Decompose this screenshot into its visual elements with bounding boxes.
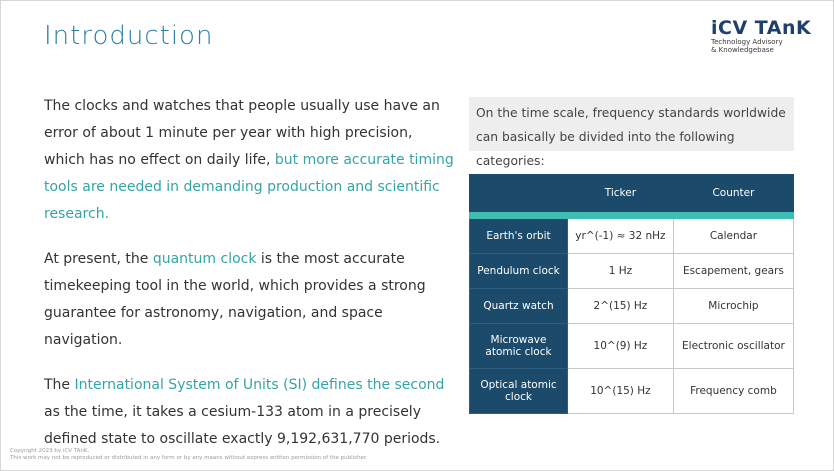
- frequency-table: [469, 174, 794, 414]
- copyright-line: Copyright 2023 by iCV TAnK.: [10, 448, 90, 454]
- paragraph-3-text-end: as the time, it takes a cesium-133 atom in a precisely defined state to oscillate exactly 9,192,631,770 periods.: [44, 404, 441, 447]
- logo-sub-line2: & Knowledgebase: [711, 46, 774, 54]
- table-row-head: Earth's orbit: [470, 219, 568, 254]
- paragraph-1-highlight: but more accurate timing tools are needed in demanding production and scientific research.: [44, 152, 454, 222]
- intro-text: [44, 93, 454, 471]
- table-cell: 10^(9) Hz: [568, 324, 674, 369]
- table-row-head: Pendulum clock: [470, 254, 568, 289]
- table-row: [470, 219, 794, 254]
- copyright-footer: [10, 448, 367, 462]
- paragraph-2-text: At present, the: [44, 251, 153, 267]
- table-cell: Electronic oscillator: [673, 324, 793, 369]
- table-row: [470, 289, 794, 324]
- table-row-head: Quartz watch: [470, 289, 568, 324]
- table-cell: Microchip: [673, 289, 793, 324]
- paragraph-2-text-end: is the most accurate timekeeping tool in the world, which provides a strong guarantee for astronomy, navigation, and space navigation.: [44, 251, 426, 348]
- table-cell: 10^(15) Hz: [568, 369, 674, 414]
- logo-main: iCV TAnK: [711, 17, 812, 39]
- table-cell: 2^(15) Hz: [568, 289, 674, 324]
- page-title: Introduction: [44, 21, 214, 51]
- table-row: [470, 324, 794, 369]
- table-row-head: Optical atomic clock: [470, 369, 568, 414]
- callout-box: On the time scale, frequency standards worldwide can basically be divided into the following categories:: [469, 97, 794, 151]
- table-row: [470, 254, 794, 289]
- paragraph-3-text: The: [44, 377, 75, 393]
- table-row-head: Microwave atomic clock: [470, 324, 568, 369]
- table-cell: Frequency comb: [673, 369, 793, 414]
- table-cell: Escapement, gears: [673, 254, 793, 289]
- permission-line: This work may not be reproduced or distributed in any form or by any means without express written permission of the publisher.: [10, 455, 368, 461]
- paragraph-3-highlight: International System of Units (SI) defines the second: [74, 377, 445, 393]
- table-cell: yr^(-1) ≈ 32 nHz: [568, 219, 674, 254]
- logo: [711, 18, 821, 54]
- table-cell: 1 Hz: [568, 254, 674, 289]
- paragraph-1-text: The clocks and watches that people usually use have an error of about 1 minute per year with high precision, which has no effect on daily life,: [44, 98, 440, 168]
- table-row: [470, 369, 794, 414]
- paragraph-1: [44, 93, 454, 228]
- logo-sub-line1: Technology Advisory: [711, 38, 783, 46]
- table-cell: Calendar: [673, 219, 793, 254]
- table-header-counter: Counter: [673, 175, 793, 212]
- paragraph-3: [44, 372, 454, 453]
- table-header-row: [470, 175, 794, 212]
- table-header-empty: [470, 175, 568, 212]
- table-header-ticker: Ticker: [568, 175, 674, 212]
- paragraph-2: [44, 246, 454, 354]
- paragraph-2-highlight: quantum clock: [152, 251, 257, 267]
- table-accent-band: [470, 212, 794, 219]
